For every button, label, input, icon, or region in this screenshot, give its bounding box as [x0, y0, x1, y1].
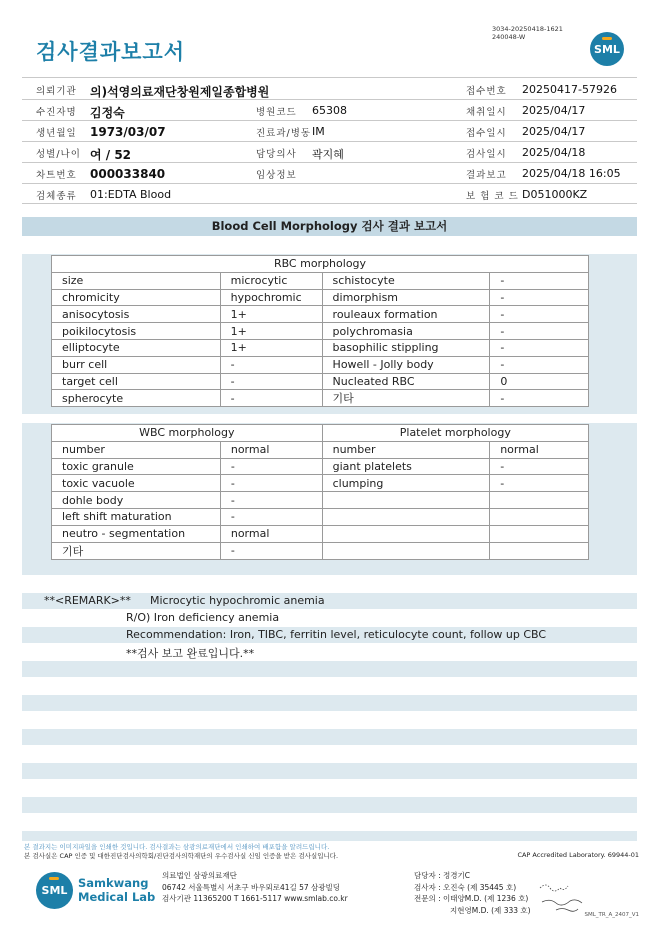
requesting-institution-label: 의뢰기관 — [36, 86, 77, 97]
rbc-item-result: 1+ — [220, 323, 322, 340]
report-title: Blood Cell Morphology 검사 결과 보고서 — [22, 217, 637, 236]
requesting-institution-value: 의)석영의료재단창원제일종합병원 — [90, 85, 270, 99]
sex-age-label: 성별/나이 — [36, 149, 81, 160]
wbc-plt-row — [52, 525, 589, 542]
platelet-table-title: Platelet morphology — [322, 425, 588, 442]
patient-name-label: 수진자명 — [36, 107, 77, 118]
info-row-1 — [22, 79, 637, 99]
receipt-no-value: 20250417-57926 — [522, 83, 617, 96]
department-label: 진료과/병동 — [256, 128, 312, 139]
rbc-item-result: - — [220, 390, 322, 407]
remark-line-1: Microcytic hypochromic anemia — [150, 594, 325, 607]
remark-label: **<REMARK>** — [44, 594, 131, 607]
rbc-item-name: basophilic stippling — [322, 339, 490, 356]
rbc-row — [52, 289, 589, 306]
info-row-2 — [22, 100, 637, 120]
wbc-plt-row — [52, 492, 589, 509]
wbc-plt-platelet-item-result — [490, 492, 589, 509]
wbc-plt-platelet-item-name — [322, 492, 490, 509]
footer-sml-logo: SML — [36, 872, 73, 909]
birth-date-label: 생년월일 — [36, 128, 77, 139]
rbc-table-title: RBC morphology — [52, 256, 589, 273]
rbc-row — [52, 272, 589, 289]
chart-no-value: 000033840 — [90, 167, 166, 181]
rbc-item-result: - — [490, 289, 589, 306]
wbc-plt-platelet-item-name: giant platelets — [322, 458, 490, 475]
info-row-3 — [22, 121, 637, 141]
rbc-item-name: polychromasia — [322, 323, 490, 340]
wbc-plt-wbc-item-name: neutro - segmentation — [52, 525, 221, 542]
rbc-item-name: Howell - Jolly body — [322, 356, 490, 373]
footer-address-block — [162, 870, 348, 905]
sml-logo: SML — [590, 32, 624, 66]
document-code-line1: 3034-20250418-1621 — [492, 25, 563, 33]
rbc-row — [52, 356, 589, 373]
rbc-item-result: - — [490, 323, 589, 340]
wbc-plt-platelet-item-result: - — [490, 475, 589, 492]
receipt-date-value: 2025/04/17 — [522, 125, 586, 138]
report-date-value: 2025/04/18 16:05 — [522, 167, 621, 180]
rbc-row — [52, 323, 589, 340]
wbc-plt-wbc-item-name: number — [52, 441, 221, 458]
wbc-plt-wbc-item-result: - — [220, 542, 322, 559]
hospital-code-value: 65308 — [312, 104, 347, 117]
wbc-plt-row — [52, 508, 589, 525]
info-row-6 — [22, 184, 637, 204]
patient-name-value: 김정숙 — [90, 106, 125, 120]
wbc-plt-platelet-item-result — [490, 508, 589, 525]
footer-contact: 검사기관 11365200 T 1661-5117 www.smlab.co.kr — [162, 894, 348, 903]
wbc-table-title: WBC morphology — [52, 425, 323, 442]
rbc-item-result: - — [490, 306, 589, 323]
wbc-plt-platelet-item-result — [490, 525, 589, 542]
wbc-plt-platelet-item-name: clumping — [322, 475, 490, 492]
wbc-plt-wbc-item-result: normal — [220, 525, 322, 542]
footer-org-name-en — [78, 876, 155, 904]
info-row-4 — [22, 142, 637, 162]
footer-address: 06742 서울특별시 서초구 바우뫼로41길 57 삼광빌딩 — [162, 882, 341, 892]
wbc-plt-wbc-item-result: normal — [220, 441, 322, 458]
birth-date-value: 1973/03/07 — [90, 125, 166, 139]
footer-staff-1: 담당자 : 정경기C — [414, 871, 471, 880]
rbc-item-name: chromicity — [52, 289, 221, 306]
rbc-row — [52, 373, 589, 390]
footer-org-name-ko: 의료법인 삼광의료재단 — [162, 871, 237, 880]
test-date-value: 2025/04/18 — [522, 146, 586, 159]
rbc-item-result: 1+ — [220, 339, 322, 356]
rbc-item-name: anisocytosis — [52, 306, 221, 323]
remark-line-3: Recommendation: Iron, TIBC, ferritin level, reticulocyte count, follow up CBC — [126, 628, 547, 641]
wbc-plt-platelet-item-result: normal — [490, 441, 589, 458]
insurance-code-value: D051000KZ — [522, 188, 588, 201]
collection-date-value: 2025/04/17 — [522, 104, 586, 117]
wbc-plt-wbc-item-result: - — [220, 458, 322, 475]
rbc-item-name: spherocyte — [52, 390, 221, 407]
rbc-item-name: rouleaux formation — [322, 306, 490, 323]
department-value: IM — [312, 125, 325, 138]
wbc-plt-wbc-item-name: toxic vacuole — [52, 475, 221, 492]
hospital-code-label: 병원코드 — [256, 107, 297, 118]
wbc-plt-wbc-item-result: - — [220, 508, 322, 525]
wbc-plt-platelet-item-name — [322, 542, 490, 559]
rbc-item-result: - — [490, 272, 589, 289]
rbc-item-name: size — [52, 272, 221, 289]
rbc-item-result: microcytic — [220, 272, 322, 289]
receipt-no-label: 접수번호 — [466, 86, 507, 97]
footer-note-1: 본 결과지는 이미지파일을 인쇄한 것입니다. 검사결과는 삼광의료재단에서 인쇄하여 배포함을 알려드립니다. — [24, 843, 330, 851]
wbc-plt-wbc-item-name: left shift maturation — [52, 508, 221, 525]
rbc-item-result: 0 — [490, 373, 589, 390]
rbc-item-name: elliptocyte — [52, 339, 221, 356]
info-row-5 — [22, 163, 637, 183]
document-code — [492, 25, 563, 41]
rbc-item-result: - — [220, 356, 322, 373]
remark-line-2: R/O) Iron deficiency anemia — [126, 611, 280, 624]
rbc-item-result: hypochromic — [220, 289, 322, 306]
wbc-plt-wbc-item-result: - — [220, 492, 322, 509]
wbc-plt-wbc-item-name: dohle body — [52, 492, 221, 509]
footer-staff-block — [414, 870, 531, 916]
rbc-row — [52, 339, 589, 356]
form-code: SML_TR_A_2407_V1 — [584, 912, 639, 918]
sex-age-value: 여 / 52 — [90, 148, 132, 162]
footer-staff-3: 전문의 : 이태양M.D. (제 1236 호) — [414, 894, 529, 903]
remark-line-4: **검사 보고 완료입니다.** — [126, 647, 255, 660]
footer-staff-2: 검사자 : 오진숙 (제 35445 호) — [414, 882, 517, 892]
rbc-item-result: - — [220, 373, 322, 390]
wbc-plt-wbc-item-name: 기타 — [52, 542, 221, 559]
wbc-plt-platelet-item-name: number — [322, 441, 490, 458]
rbc-row — [52, 390, 589, 407]
signatures-image — [536, 880, 596, 916]
footer-org-name-en-1: Samkwang — [78, 876, 149, 890]
wbc-plt-row — [52, 475, 589, 492]
clinical-info-label: 임상정보 — [256, 170, 297, 181]
footer-staff-4: 지현영M.D. (제 333 호) — [450, 905, 531, 915]
cap-accreditation: CAP Accredited Laboratory. 69944-01 — [517, 851, 639, 859]
rbc-item-result: - — [490, 390, 589, 407]
specimen-label: 검체종류 — [36, 191, 77, 202]
rbc-row — [52, 306, 589, 323]
rbc-item-result: - — [490, 356, 589, 373]
wbc-plt-platelet-item-result — [490, 542, 589, 559]
wbc-plt-platelet-item-result: - — [490, 458, 589, 475]
rbc-item-name: dimorphism — [322, 289, 490, 306]
wbc-plt-wbc-item-result: - — [220, 475, 322, 492]
report-date-label: 결과보고 — [466, 170, 507, 181]
receipt-date-label: 접수일시 — [466, 128, 507, 139]
wbc-plt-platelet-item-name — [322, 525, 490, 542]
rbc-item-name: Nucleated RBC — [322, 373, 490, 390]
rbc-item-name: poikilocytosis — [52, 323, 221, 340]
rbc-item-name: 기타 — [322, 390, 490, 407]
wbc-plt-wbc-item-name: toxic granule — [52, 458, 221, 475]
wbc-plt-platelet-item-name — [322, 508, 490, 525]
chart-no-label: 차트번호 — [36, 170, 77, 181]
rbc-item-result: - — [490, 339, 589, 356]
footer-org-name-en-2: Medical Lab — [78, 890, 156, 904]
page-title: 검사결과보고서 — [36, 40, 186, 64]
document-code-line2: 240048-W — [492, 33, 526, 41]
physician-value: 곽지혜 — [312, 148, 344, 161]
wbc-plt-row — [52, 458, 589, 475]
physician-label: 담당의사 — [256, 149, 297, 160]
insurance-code-label: 보 험 코 드 — [466, 191, 519, 202]
rbc-item-result: 1+ — [220, 306, 322, 323]
wbc-plt-row — [52, 441, 589, 458]
specimen-value: 01:EDTA Blood — [90, 188, 172, 201]
wbc-plt-row — [52, 542, 589, 559]
rbc-item-name: target cell — [52, 373, 221, 390]
rbc-item-name: schistocyte — [322, 272, 490, 289]
footer-note-2: 본 검사실은 CAP 인증 및 대한진단검사의학회/진단검사의학재단의 우수검사실 신임 인증을 받은 검사실입니다. — [24, 852, 339, 860]
rbc-item-name: burr cell — [52, 356, 221, 373]
collection-date-label: 채취일시 — [466, 107, 507, 118]
wbc-platelet-table — [51, 424, 589, 560]
test-date-label: 검사일시 — [466, 149, 507, 160]
rbc-morphology-table — [51, 255, 589, 407]
